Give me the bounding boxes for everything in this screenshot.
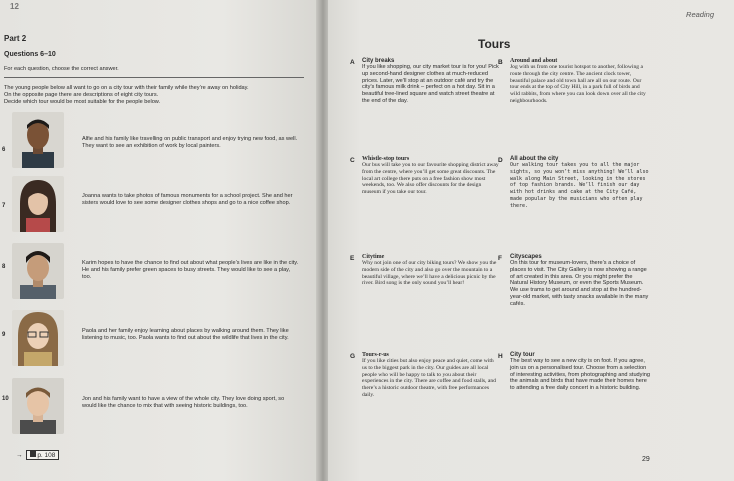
tours-title: Tours bbox=[478, 37, 511, 51]
tour-a bbox=[362, 58, 500, 105]
tour-letter-a: A bbox=[350, 59, 355, 66]
left-page bbox=[0, 0, 318, 481]
tour-name-g: Tours-r-us bbox=[362, 352, 389, 358]
tour-name-b: Around and about bbox=[510, 58, 558, 64]
question-number-7: 7 bbox=[2, 203, 6, 209]
tour-text-c: Our bus will take you to our favourite shopping district away from the centre, where you’ll get some great discounts. The local art college there puts on a free fashion show most weekends, too. We also offer discounts for the design museum if you take our tour. bbox=[362, 162, 499, 196]
person-text-6: Alfie and his family like travelling on public transport and enjoy trying new food, as well. They want to see an exhibition of work by local painters. bbox=[82, 136, 298, 149]
tour-text-g: If you like cities but also enjoy peace and quiet, come with us to the biggest park in the city. Our guides are all local people who will be happy to talk to you about their experiences in the city. There are coffee and food stalls, and there’s a historic outdoor theatre, with free performances daily. bbox=[362, 358, 496, 398]
person-text-9: Paola and her family enjoy learning about places by walking around them. They like listening to music, too. Paola wants to find out about the wildlife that lives in the city. bbox=[82, 328, 289, 341]
tour-text-d: Our walking tour takes you to all the major sights, so you won’t miss anything! We’ll also walk along Main Street, looking in the stores of top fashion brands. We’ll finish our day with hot drinks and cake at the City Café, made popular by the musicians who often play there. bbox=[510, 162, 649, 209]
tour-text-h: The best way to see a new city is on foot. If you agree, join us on a personalised tour. Choose from a selection of interesting activities, from photographing and studying the animals and birds that have made their homes here to attending a free daily concert in a historic building. bbox=[510, 358, 650, 392]
tour-letter-h: H bbox=[498, 353, 503, 360]
tour-letter-e: E bbox=[350, 255, 355, 262]
photo-joanna bbox=[12, 176, 64, 232]
divider bbox=[4, 77, 304, 78]
tour-text-b: Jog with us from one tourist hotspot to another, following a route through the city centre. The ancient clock tower, beautiful palace and old town hall are all on our route. Our tour ends at the top of City Hill, in a park full of birds and wild rabbits, from where you can look down over all the city neighbourhoods. bbox=[510, 64, 646, 104]
tour-name-e: Citytime bbox=[362, 254, 385, 260]
photo-karim bbox=[12, 243, 64, 299]
tour-text-f: On this tour for museum-lovers, there’s a choice of places to visit. The City Gallery is now showing a range of art created in this area. Or you might prefer the Natural History Museum, or even the Sports Museum. We use trams to get around and stop at the hundred-year-old market, with tasty snacks available in the many cafés. bbox=[510, 260, 649, 307]
tour-letter-f: F bbox=[498, 255, 502, 262]
page-corner-number: 12 bbox=[10, 2, 19, 11]
question-number-6: 6 bbox=[2, 147, 6, 153]
question-number-10: 10 bbox=[2, 396, 9, 402]
tour-d bbox=[510, 156, 650, 210]
right-page bbox=[328, 0, 734, 481]
tour-c bbox=[362, 156, 500, 196]
tour-b bbox=[510, 58, 650, 105]
person-text-7: Joanna wants to take photos of famous monuments for a school project. She and her sisters would love to see some designer clothes shops and go to a nice coffee shop. bbox=[82, 193, 293, 206]
photo-alfie bbox=[12, 112, 64, 168]
square-icon bbox=[30, 451, 36, 457]
tour-text-a: If you like shopping, our city market tour is for you! Pick up second-hand designer clothes at much-reduced prices. Later, we’ll stop at an outdoor café and try the city’s famous milk drink – perfect on a hot day. Sit in a beautiful tree-lined square and watch street theatre at the end of the day. bbox=[362, 64, 499, 104]
photo-jon bbox=[12, 378, 64, 434]
tour-letter-c: C bbox=[350, 157, 355, 164]
tour-h bbox=[510, 352, 650, 392]
section-label: Reading bbox=[686, 10, 714, 19]
tour-letter-g: G bbox=[350, 353, 356, 360]
part-heading: Part 2 bbox=[4, 34, 27, 43]
person-text-10: Jon and his family want to have a view of the whole city. They love doing sport, so would like the chance to mix that with seeing historic buildings, too. bbox=[82, 396, 285, 409]
questions-heading: Questions 6–10 bbox=[4, 51, 56, 58]
page-reference[interactable] bbox=[16, 450, 59, 460]
tour-name-c: Whistle-stop tours bbox=[362, 156, 410, 162]
tour-g bbox=[362, 352, 500, 399]
page-ref-box[interactable]: p. 108 bbox=[26, 450, 60, 460]
photo-paola bbox=[12, 310, 64, 366]
tour-name-d: All about the city bbox=[510, 156, 559, 162]
tour-e bbox=[362, 254, 500, 287]
question-number-8: 8 bbox=[2, 264, 6, 270]
intro-text: The young people below all want to go on a city tour with their family while they’re away on holiday. On the opposite page there are descriptions of eight city tours. Decide which tour would be most suitable for the people below. bbox=[4, 85, 249, 105]
tour-letter-d: D bbox=[498, 157, 503, 164]
tour-letter-b: B bbox=[498, 59, 503, 66]
tour-name-f: Cityscapes bbox=[510, 254, 542, 260]
tour-name-h: City tour bbox=[510, 352, 535, 358]
tour-f bbox=[510, 254, 650, 308]
instruction: For each question, choose the correct answer. bbox=[4, 66, 119, 72]
question-number-9: 9 bbox=[2, 332, 6, 338]
arrow-icon: → bbox=[16, 451, 23, 459]
person-text-8: Karim hopes to have the chance to find out about what people’s lives are like in the city. He and his family prefer green spaces to busy streets. They would like to see a play, too. bbox=[82, 260, 299, 280]
page-number: 29 bbox=[642, 456, 650, 463]
tour-name-a: City breaks bbox=[362, 58, 395, 64]
tour-text-e: Why not join one of our city biking tours? We show you the modern side of the city and also go over the mountain to a beautiful village, where we’ll have a delicious picnic by the river. Bird song is the only sound you’ll hear! bbox=[362, 260, 497, 287]
